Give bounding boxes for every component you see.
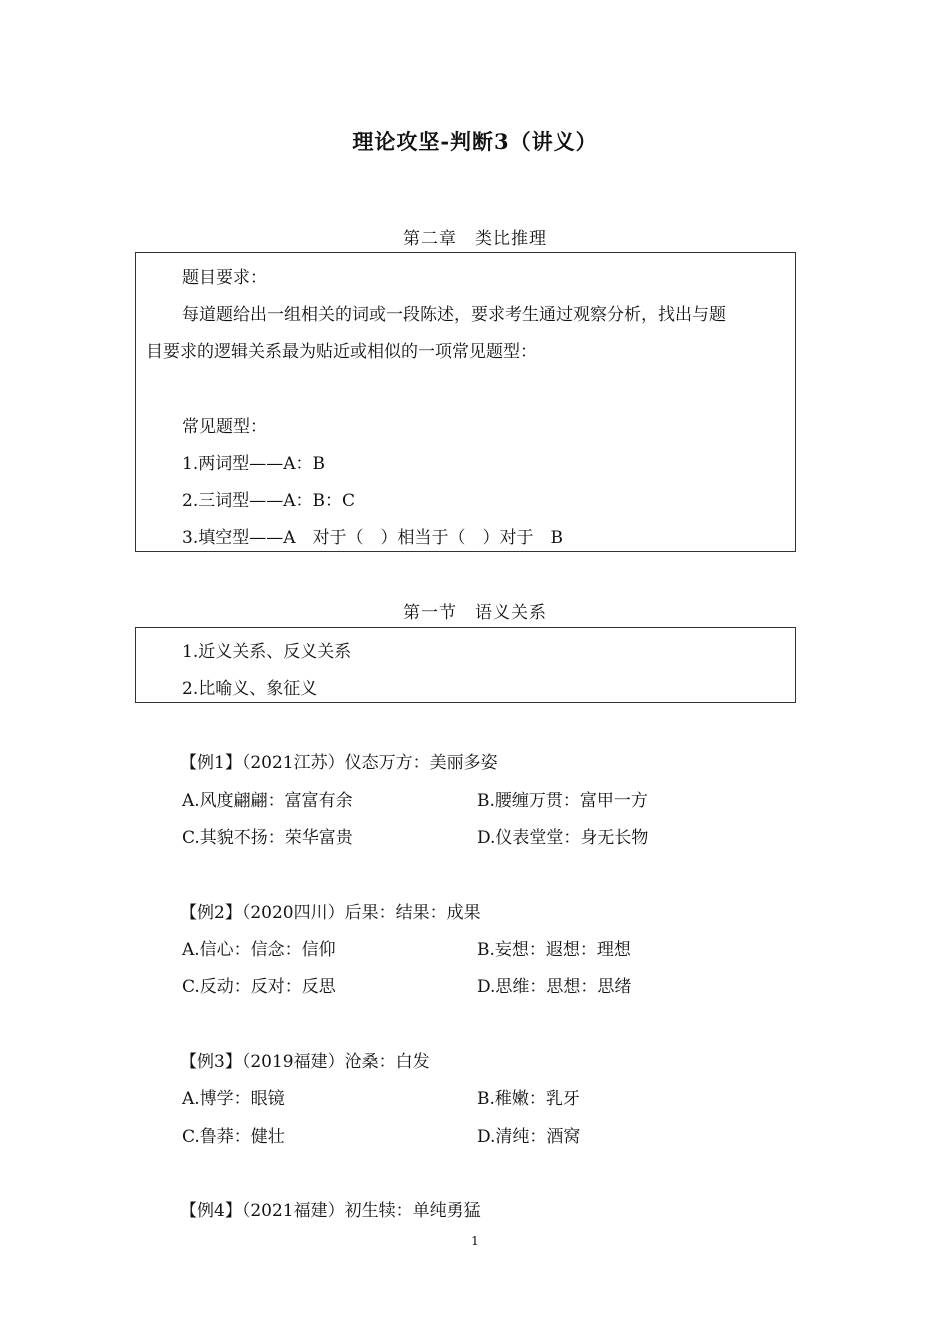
requirements-text-line-2: 目要求的逻辑关系最为贴近或相似的一项常见题型：	[146, 342, 537, 362]
option-c: C.其貌不扬：荣华富贵	[182, 828, 353, 848]
option-c: C.鲁莽：健壮	[182, 1127, 285, 1147]
page-number: 1	[471, 1234, 479, 1248]
chapter-heading: 第二章 类比推理	[403, 229, 547, 249]
example-question: 【例1】（2021江苏）仪态万方：美丽多姿	[180, 753, 498, 773]
option-d: D.清纯：酒窝	[477, 1127, 581, 1147]
section-item: 2.比喻义、象征义	[182, 679, 318, 699]
example-question: 【例4】（2021福建）初生犊：单纯勇猛	[180, 1201, 481, 1221]
page-title: 理论攻坚-判断3（讲义）	[352, 129, 598, 154]
types-label: 常见题型：	[182, 417, 267, 437]
type-item: 1.两词型——A：B	[182, 454, 325, 474]
option-a: A.博学：眼镜	[182, 1089, 285, 1109]
option-a: A.信心：信念：信仰	[182, 940, 336, 960]
section-heading: 第一节 语义关系	[403, 603, 547, 623]
option-b: B.稚嫩：乳牙	[477, 1089, 580, 1109]
option-d: D.思维：思想：思绪	[477, 977, 632, 997]
option-b: B.妄想：遐想：理想	[477, 940, 631, 960]
section-box	[135, 627, 796, 703]
type-item: 2.三词型——A：B：C	[182, 491, 355, 511]
example-question: 【例3】（2019福建）沧桑：白发	[180, 1052, 430, 1072]
requirements-box	[135, 252, 796, 552]
option-a: A.风度翩翩：富富有余	[182, 791, 353, 811]
option-c: C.反动：反对：反思	[182, 977, 336, 997]
section-item: 1.近义关系、反义关系	[182, 642, 352, 662]
requirements-text-line-1: 每道题给出一组相关的词或一段陈述，要求考生通过观察分析，找出与题	[182, 305, 726, 325]
example-question: 【例2】（2020四川）后果：结果：成果	[180, 903, 481, 923]
type-item: 3.填空型——A 对于（ ）相当于（ ）对于 B	[182, 528, 563, 548]
option-d: D.仪表堂堂：身无长物	[477, 828, 649, 848]
requirements-label: 题目要求：	[182, 268, 267, 288]
option-b: B.腰缠万贯：富甲一方	[477, 791, 648, 811]
